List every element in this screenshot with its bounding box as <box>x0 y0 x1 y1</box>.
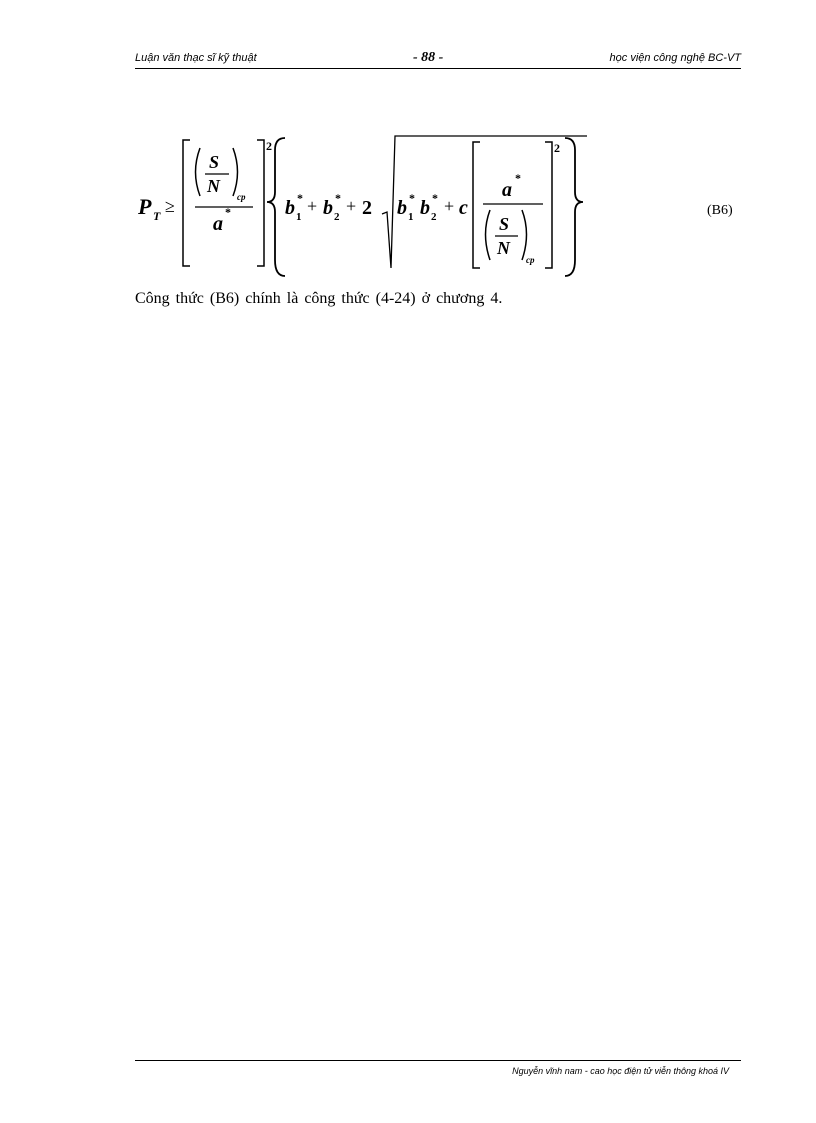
eq-plus-1: + <box>307 196 318 216</box>
body-paragraph: Công thức (B6) chính là công thức (4-24) ở chương 4. <box>135 290 503 307</box>
header-thesis-title: Luận văn thạc sĩ kỹ thuật <box>135 52 257 64</box>
equation-number: (B6) <box>707 203 733 218</box>
eq-star-a2: * <box>515 171 521 185</box>
right-bracket-2 <box>545 142 552 268</box>
eq-star-a1: * <box>225 205 231 219</box>
footer-author: Nguyễn vĩnh nam - cao học điện tử viễn thông khoá IV <box>512 1066 729 1076</box>
eq-exp-1: 2 <box>266 139 272 153</box>
eq-plus-3: + <box>444 196 455 216</box>
eq-b2: b <box>323 197 333 219</box>
eq-sub1-a: 1 <box>296 211 302 223</box>
page-header <box>135 50 741 69</box>
right-bracket-1 <box>257 140 264 266</box>
eq-S-1: S <box>209 152 220 172</box>
left-bracket-2 <box>473 142 480 268</box>
left-brace <box>267 138 285 276</box>
right-brace <box>565 138 583 276</box>
eq-star-b2-root: * <box>432 191 438 205</box>
eq-star-b2: * <box>335 191 341 205</box>
eq-b1: b <box>285 197 295 219</box>
eq-star-b1: * <box>297 191 303 205</box>
eq-b1-root: b <box>397 197 407 219</box>
eq-star-b1-root: * <box>409 191 415 205</box>
paren-left-1 <box>196 148 201 196</box>
eq-a-1: a <box>213 213 223 235</box>
paren-left-2 <box>486 210 491 260</box>
eq-sub2-b: 2 <box>431 211 437 223</box>
eq-sub1-b: 1 <box>408 211 414 223</box>
eq-a-2: a <box>502 179 512 201</box>
eq-P: P <box>138 194 152 219</box>
left-bracket-1 <box>183 140 190 266</box>
eq-exp-2: 2 <box>554 141 560 155</box>
eq-plus-2: + <box>346 196 357 216</box>
eq-N-1: N <box>207 176 220 196</box>
eq-sub-cp-2: cp <box>526 255 535 265</box>
paren-right-2 <box>522 210 527 260</box>
eq-sub2-a: 2 <box>334 211 340 223</box>
eq-b2-root: b <box>420 197 430 219</box>
eq-sub-cp-1: cp <box>237 192 246 202</box>
eq-sub-T: T <box>153 209 161 223</box>
eq-N-2: N <box>497 238 510 258</box>
paren-right-1 <box>233 148 238 196</box>
eq-geq: ≥ <box>165 196 175 216</box>
page-footer <box>135 1060 741 1081</box>
page-number: - 88 - <box>413 50 444 65</box>
equation-b6 <box>135 132 605 282</box>
equation-graphic <box>135 132 605 282</box>
eq-S-2: S <box>499 214 510 234</box>
header-institution: học viện công nghệ BC-VT <box>609 52 741 64</box>
eq-two: 2 <box>362 197 372 219</box>
eq-c: c <box>459 197 468 219</box>
